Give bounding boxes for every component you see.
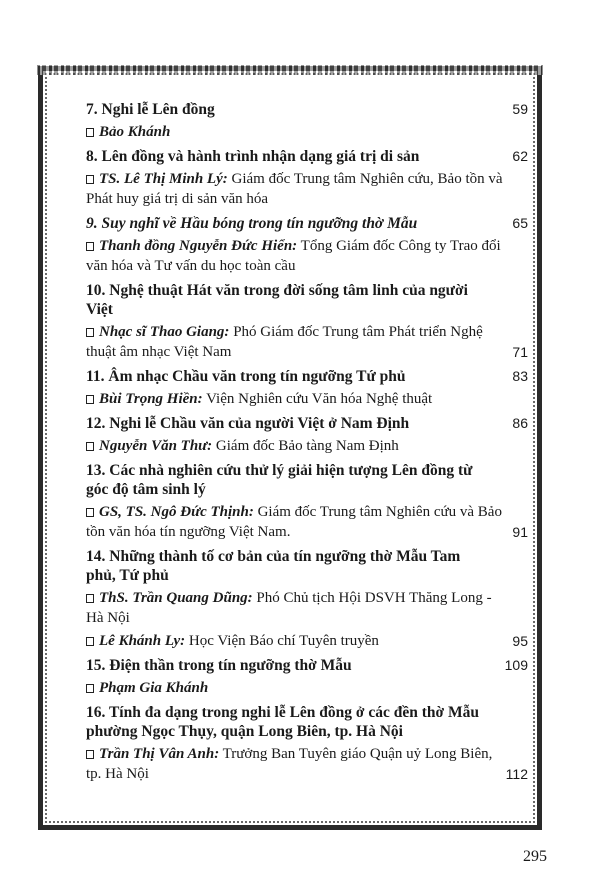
toc-entry	[86, 214, 528, 276]
entry-title: 10. Nghệ thuật Hát văn trong đời sống tâm linh của người Việt	[86, 282, 468, 318]
toc-entry	[86, 100, 528, 142]
bullet-box-icon	[86, 637, 94, 646]
entry-title: 12. Nghi lễ Chầu văn của người Việt ở Nam Định	[86, 415, 410, 432]
toc-entry	[86, 414, 528, 456]
entry-page-number: 83	[512, 368, 528, 384]
bullet-box-icon	[86, 442, 94, 451]
page-number: 295	[523, 848, 547, 865]
toc-entry	[86, 547, 528, 651]
bullet-box-icon	[86, 128, 94, 137]
author-description: Giám đốc Trung tâm Nghiên cứu, Bảo tồn và Phát huy giá trị di sản văn hóa	[86, 171, 503, 207]
entry-page-number: 109	[504, 657, 528, 673]
bullet-box-icon	[86, 242, 94, 251]
entry-page-number: 62	[512, 148, 528, 164]
entry-title: 7. Nghi lễ Lên đồng	[86, 101, 215, 118]
author-name: Bảo Khánh	[99, 124, 171, 140]
author-name: Thanh đồng Nguyễn Đức Hiển:	[99, 238, 298, 254]
entry-page-number: 112	[505, 766, 528, 782]
toc-entry	[86, 281, 528, 362]
bullet-box-icon	[86, 508, 94, 517]
author-description: Phó Chủ tịch Hội DSVH Thăng Long - Hà Nội	[86, 590, 492, 626]
author-name: Nhạc sĩ Thao Giang:	[99, 324, 230, 340]
entry-title: 14. Những thành tố cơ bản của tín ngưỡng thờ Mẫu Tam phủ, Tứ phủ	[86, 548, 461, 584]
toc-entry	[86, 147, 528, 209]
entry-title: 16. Tính đa dạng trong nghi lễ Lên đồng ở các đền thờ Mẫu phường Ngọc Thụy, quận Long Biên, tp. Hà Nội	[86, 704, 479, 740]
author-description: Phó Giám đốc Trung tâm Phát triển Nghệ thuật âm nhạc Việt Nam	[86, 324, 483, 360]
toc-entry	[86, 703, 528, 784]
toc-entry	[86, 367, 528, 409]
author-description: Viện Nghiên cứu Văn hóa Nghệ thuật	[202, 391, 433, 407]
bullet-box-icon	[86, 175, 94, 184]
bullet-box-icon	[86, 594, 94, 603]
author-name: TS. Lê Thị Minh Lý:	[99, 171, 228, 187]
author-name: Lê Khánh Ly:	[99, 633, 186, 649]
bullet-box-icon	[86, 328, 94, 337]
entry-title: 11. Âm nhạc Chầu văn trong tín ngưỡng Tứ phủ	[86, 368, 406, 385]
entry-title: 13. Các nhà nghiên cứu thử lý giải hiện tượng Lên đồng từ góc độ tâm sinh lý	[86, 462, 473, 498]
author-name: Nguyễn Văn Thư:	[99, 438, 213, 454]
bullet-box-icon	[86, 395, 94, 404]
author-name: Trần Thị Vân Anh:	[99, 746, 220, 762]
author-description: Học Viện Báo chí Tuyên truyền	[185, 633, 379, 649]
author-description: Trưởng Ban Tuyên giáo Quận uỷ Long Biên, tp. Hà Nội	[86, 746, 493, 782]
author-name: Phạm Gia Khánh	[99, 680, 209, 696]
entry-page-number: 95	[512, 633, 528, 649]
entry-title: 8. Lên đồng và hành trình nhận dạng giá trị di sản	[86, 148, 420, 165]
author-name: ThS. Trần Quang Dũng:	[99, 590, 253, 606]
bullet-box-icon	[86, 750, 94, 759]
author-name: Bùi Trọng Hiền:	[99, 391, 203, 407]
entry-page-number: 65	[512, 215, 528, 231]
entry-title: 9. Suy nghĩ về Hầu bóng trong tín ngưỡng thờ Mẫu	[86, 215, 418, 232]
table-of-contents	[86, 95, 528, 784]
author-description: Giám đốc Trung tâm Nghiên cứu và Bảo tồn văn hóa tín ngưỡng Việt Nam.	[86, 504, 502, 540]
author-description: Tổng Giám đốc Công ty Trao đổi văn hóa và Tư vấn du học toàn cầu	[86, 238, 501, 274]
author-name: GS, TS. Ngô Đức Thịnh:	[99, 504, 254, 520]
bullet-box-icon	[86, 684, 94, 693]
toc-entry	[86, 461, 528, 542]
toc-entry	[86, 656, 528, 698]
entry-page-number: 91	[512, 524, 528, 540]
entry-page-number: 71	[512, 344, 528, 360]
entry-page-number: 59	[512, 101, 528, 117]
entry-page-number: 86	[512, 415, 528, 431]
entry-title: 15. Điện thần trong tín ngưỡng thờ Mẫu	[86, 657, 352, 674]
author-description: Giám đốc Bảo tàng Nam Định	[212, 438, 399, 454]
